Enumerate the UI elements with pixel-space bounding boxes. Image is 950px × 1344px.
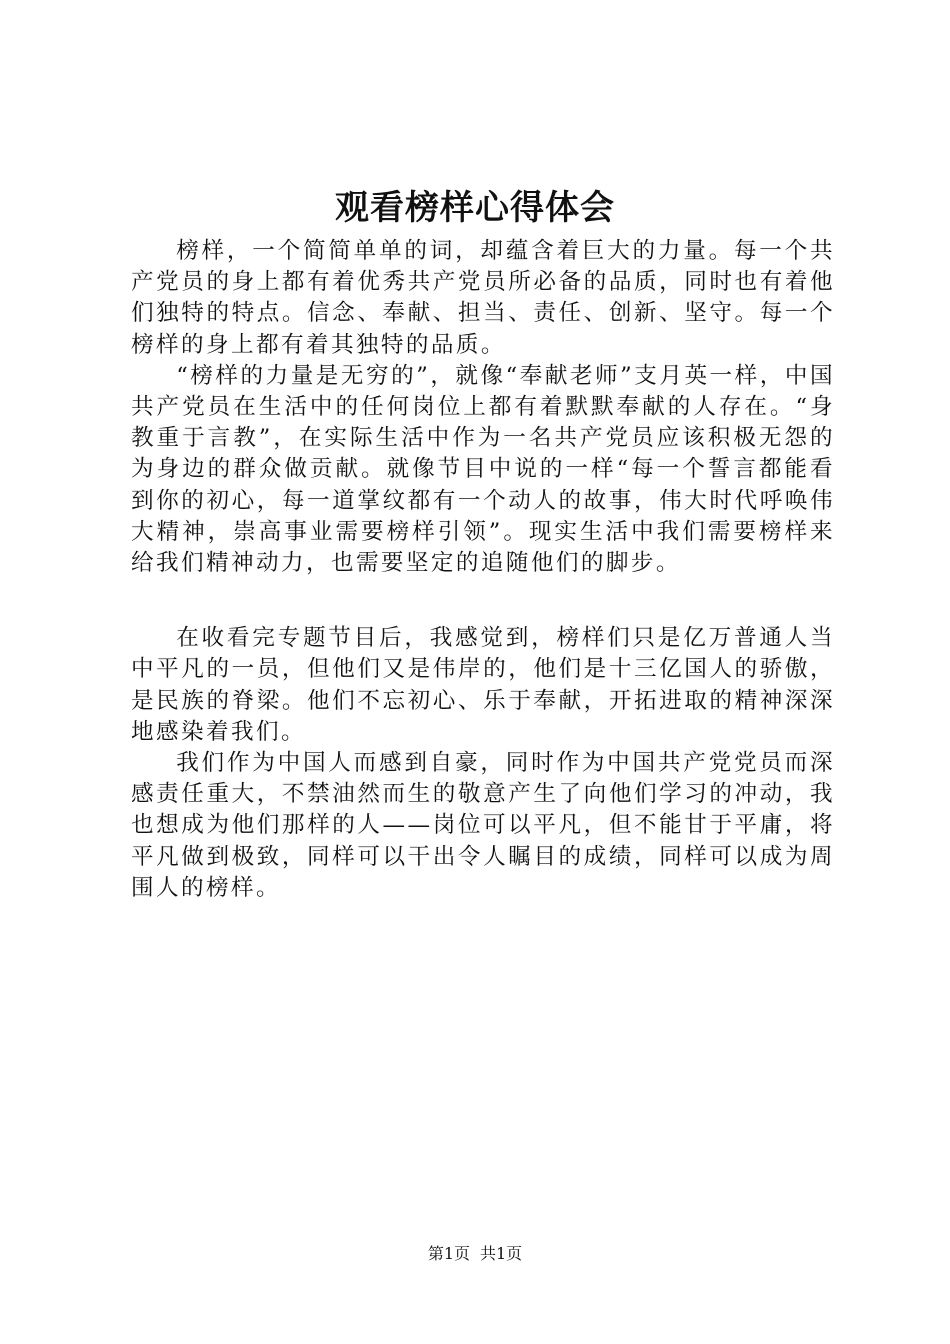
document-title: 观看榜样心得体会 (335, 188, 615, 228)
paragraph-1: 榜样，一个简简单单的词，却蕴含着巨大的力量。每一个共产党员的身上都有着优秀共产党员所必备的品质，同时也有着他们独特的特点。信念、奉献、担当、责任、创新、坚守。每一个榜样的身上都有着其独特的品质。 (131, 238, 835, 358)
paragraph-gap (131, 579, 835, 623)
page-number: 第1页 (427, 1244, 470, 1263)
paragraph-3: 在收看完专题节目后，我感觉到，榜样们只是亿万普通人当中平凡的一员，但他们又是伟岸的，他们是十三亿国人的骄傲，是民族的脊梁。他们不忘初心、乐于奉献，开拓进取的精神深深地感染着我们。 (131, 625, 835, 745)
page-total: 共1页 (480, 1244, 523, 1263)
page-footer (0, 1242, 950, 1266)
paragraph-4: 我们作为中国人而感到自豪，同时作为中国共产党党员而深感责任重大，不禁油然而生的敬意产生了向他们学习的冲动，我也想成为他们那样的人——岗位可以平凡，但不能甘于平庸，将平凡做到极致，同样可以干出令人瞩目的成绩，同样可以成为周围人的榜样。 (131, 750, 835, 901)
paragraph-2: “榜样的力量是无穷的”，就像“奉献老师”支月英一样，中国共产党员在生活中的任何岗位上都有着默默奉献的人存在。“身教重于言教”，在实际生活中作为一名共产党员应该积极无怨的为身边的群众做贡献。就像节目中说的一样“每一个誓言都能看到你的初心，每一道掌纹都有一个动人的故事，伟大时代呼唤伟大精神，崇高事业需要榜样引领”。现实生活中我们需要榜样来给我们精神动力，也需要坚定的追随他们的脚步。 (131, 362, 836, 577)
document-body (131, 236, 835, 904)
